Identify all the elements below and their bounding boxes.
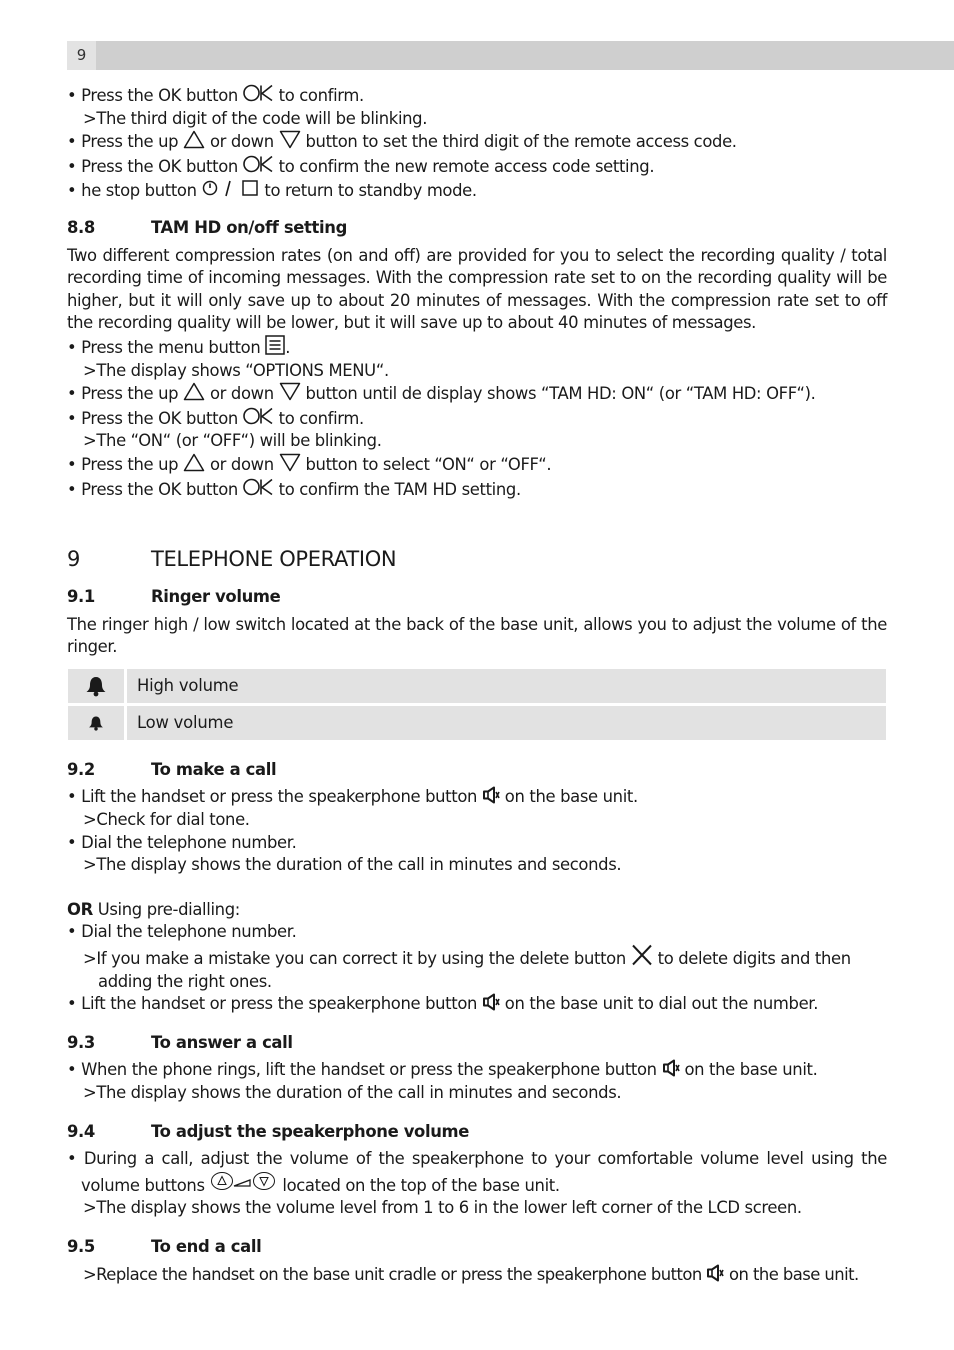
table-row — [68, 706, 886, 740]
section-9-1-paragraph: The ringer high / low switch located at the back of the base unit, allows you to adjust the volume of the ringer. — [67, 614, 887, 657]
down-arrow-icon — [279, 382, 301, 401]
s88-line-1: • Press the menu button . — [67, 335, 887, 360]
s93-line-1: • When the phone rings, lift the handset or press the speakerphone button on the base unit. — [67, 1060, 818, 1080]
speakerphone-icon — [482, 786, 500, 804]
s92-line-1: • Lift the handset or press the speakerphone button on the base unit. — [67, 787, 638, 807]
bell-small-icon — [88, 715, 104, 731]
down-arrow-icon — [279, 453, 301, 472]
s88-line-2: >The display shows “OPTIONS MENU“. — [83, 360, 389, 380]
section-9-2-heading: 9.2 To make a call — [67, 759, 277, 779]
ok-button-icon — [243, 83, 274, 103]
page-header-bar — [67, 41, 954, 70]
s92-line-7: adding the right ones. — [98, 971, 272, 991]
bell-large-icon — [85, 675, 107, 697]
speakerphone-icon — [662, 1059, 680, 1077]
s88-line-3: • Press the up or down button until de display shows “TAM HD: ON“ (or “TAM HD: OFF“). — [67, 384, 816, 404]
section-9-5-heading: 9.5 To end a call — [67, 1236, 262, 1256]
ok-button-icon — [243, 154, 274, 174]
up-arrow-icon — [183, 130, 205, 149]
s95-line-1: >Replace the handset on the base unit cradle or press the speakerphone button on the base unit. — [83, 1264, 859, 1284]
s88-line-6: • Press the up or down button to select “ON“ or “OFF“. — [67, 454, 552, 474]
s88-line-4: • Press the OK button to confirm. — [67, 406, 887, 431]
intro-line-2: >The third digit of the code will be blinking. — [83, 108, 428, 128]
section-9-3-heading: 9.3 To answer a call — [67, 1032, 293, 1052]
ok-button-icon — [243, 406, 274, 426]
up-arrow-icon — [183, 453, 205, 472]
section-9-4-heading: 9.4 To adjust the speakerphone volume — [67, 1121, 470, 1141]
s94-line-3: >The display shows the volume level from 1 to 6 in the lower left corner of the LCD screen. — [83, 1198, 802, 1218]
volume-buttons-icon — [210, 1171, 278, 1193]
section-8-8-heading: 8.8 TAM HD on/off setting — [67, 217, 347, 237]
s92-line-3: • Dial the telephone number. — [67, 832, 297, 852]
s92-line-4: >The display shows the duration of the call in minutes and seconds. — [83, 855, 622, 875]
table-row — [68, 669, 886, 703]
delete-icon — [631, 944, 653, 966]
intro-line-3: • Press the up or down button to set the third digit of the remote access code. — [67, 132, 737, 152]
s94-line-2: volume buttons located on the top of the base unit. — [67, 1171, 887, 1198]
intro-line-4: • Press the OK button to confirm the new remote access code setting. — [67, 154, 887, 179]
chapter-9-heading: 9 TELEPHONE OPERATION — [67, 547, 397, 572]
page-content — [67, 83, 887, 1286]
s88-line-7: • Press the OK button to confirm the TAM HD setting. — [67, 477, 887, 502]
power-stop-icon — [202, 178, 260, 198]
section-9-1-heading: 9.1 Ringer volume — [67, 587, 281, 607]
ringer-volume-table — [68, 666, 886, 743]
speakerphone-icon — [482, 993, 500, 1011]
s88-line-5: >The “ON“ (or “OFF“) will be blinking. — [83, 431, 382, 451]
s92-line-6: >If you make a mistake you can correct it by using the delete button to delete digits and then — [67, 944, 887, 971]
menu-button-icon — [265, 335, 285, 355]
page-number: 9 — [67, 41, 96, 70]
ok-button-icon — [243, 477, 274, 497]
s92-line-8: • Lift the handset or press the speakerphone button on the base unit to dial out the number. — [67, 994, 819, 1014]
s94-line-1: • During a call, adjust the volume of the speakerphone to your comfortable volume level using the — [67, 1149, 887, 1169]
intro-line-5: • he stop button to return to standby mode. — [67, 178, 887, 203]
high-volume-label: High volume — [127, 669, 886, 703]
intro-line-1: • Press the OK button to confirm. — [67, 83, 887, 108]
low-volume-label: Low volume — [127, 706, 886, 740]
section-8-8-paragraph: Two different compression rates (on and off) are provided for you to select the recording quality / total recording time of incoming messages. With the compression rate set to on the recording quality will be higher, but it will only save up to about 20 minutes of messages. With the compression rate set to off the recording quality will be lower, but it will save up to about 40 minutes of messages. — [67, 245, 887, 333]
s92-line-2: >Check for dial tone. — [83, 810, 250, 830]
s93-line-2: >The display shows the duration of the call in minutes and seconds. — [83, 1083, 622, 1102]
down-arrow-icon — [279, 130, 301, 149]
up-arrow-icon — [183, 382, 205, 401]
s92-or-line: OR Using pre-dialling: — [67, 899, 240, 919]
s92-line-5: • Dial the telephone number. — [67, 922, 297, 942]
speakerphone-icon — [706, 1264, 724, 1282]
